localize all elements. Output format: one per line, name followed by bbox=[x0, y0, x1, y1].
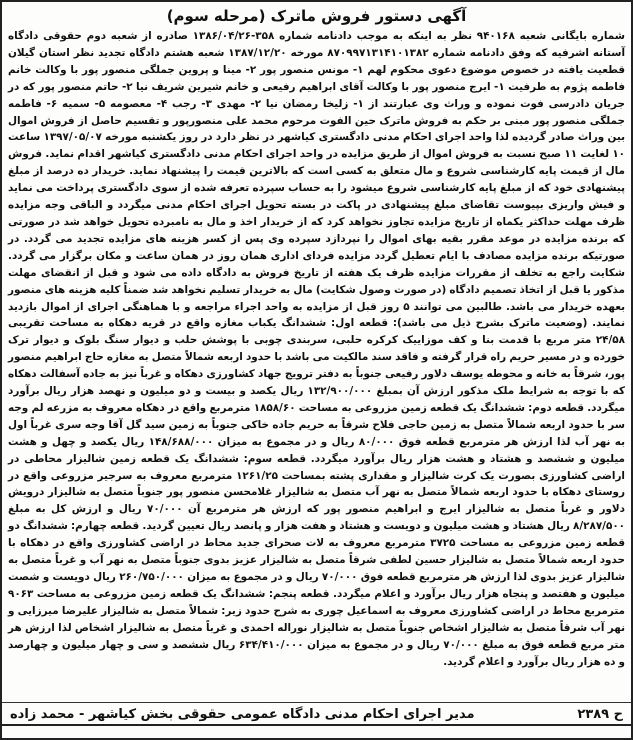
notice-body bbox=[8, 28, 625, 670]
notice-title: آگهی دستور فروش ماترک (مرحله سوم) bbox=[166, 7, 467, 25]
notice-paragraph: شماره بایگانی شعبه ۹۴۰۱۶۸ نظر به اینکه به موجب دادنامه شماره ۳۵۸-۱۳۸۶/۰۴/۲۶ صادره از شعبه دوم حقوقی دادگاه آستانه اشرفیه که وفق دادنامه شماره ۸۷۰۹۹۷۱۳۱۴۱۰۱۳۸۲ مورخه ۱۳۸۷/۱۲/۲۰ شعبه هشتم دادگاه تجدید نظر استان گیلان قطعیت یافته در خصوص موضوع دعوی محکوم لهم ۱- مونس منصور پور ۲- مینا و پروین جملگی منصور پور با وکالت خانم فاطمه پژوم به طرفیت ۱- ایرج منصور پور با وکالت آقای ابراهیم رفیعی و خانم شیرین شریف نیا ۲- حاتم منصور پور که در جریان دادرسی فوت نموده و وراث وی عبارتند از ۱- زلیخا رمضان نیا ۲- مهدی ۳- رجب ۴- معصومه ۵- سمیه ۶- فاطمه جملگی منصور پور مبنی بر حکم به فروش ماترک حین الفوت مرحوم محمد علی منصورپور و تقسیم حاصل از فروش اموال بین وراث صادر گردیده لذا واحد اجرای احکام مدنی دادگستری کیاشهر در نظر دارد در روز یکشنبه مورخه ۱۳۹۷/۰۵/۰۷ ساعت ۱۰ لغایت ۱۱ صبح نسبت به فروش اموال از طریق مزایده در واحد اجرای احکام مدنی دادگستری کیاشهر اقدام نماید. فروش مال از قیمت پایه کارشناسی شروع و مال متعلق به کسی است که بالاترین قیمت را پیشنهاد نماید. خریدار ده درصد از مبلغ پیشنهادی خود که از مبلغ پایه کارشناسی شروع میشود را به حساب سپرده تعرفه شده از سوی دادگستری پرداخت می نماید و فیش واریزی بپیوست تقاضای مبلغ پیشنهادی در پاکت در بسته تحویل اجرای احکام مدنی میگردد و الباقی وجه مزایده ظرف مهلت حداکثر یکماه از تاریخ مزایده تجاوز نخواهد کرد که از خریدار اخذ و مال به نامبرده تحویل خواهد شد در صورتی که برنده مزایده در موعد مقرر بقیه بهای اموال را نپردازد سپرده وی پس از کسر هزینه های مزایده تجدید می گردد. در صورتیکه برنده مزایده مصادف با ایام تعطیل گردد مزایده فردای اداری همان روز در همان ساعت و مکان برگزار می گردد. شکایت راجع به تخلف از مقررات مزایده ظرف یک هفته از تاریخ فروش به دادگاه داده می شود و قبل از انقضای مهلت مذکور یا قبل از اتخاذ تصمیم دادگاه (در صورت وصول شکایت) مال به خریدار تسلیم نخواهد شد ضمناً کلیه هزینه های منصور بعهده خریدار می باشد. طالبین می توانند ۵ روز قبل از مزایده به واحد اجراء مراجعه و با هماهنگی اجرای از اموال بازدید نمایند. (وضعیت ماترک بشرح ذیل می باشد): قطعه اول: ششدانگ یکباب مغازه واقع در قریه دهکاه به مساحت تقریبی ۲۴/۵۸ متر مربع با قدمت بنا و کف موزاییک کرکره حلبی، سربندی چوبی با پوشش حلب و دیوار سنگ بلوک و دیوار ترک خورده و در مسیر حریم راه قرار گرفته و فاقد سند مالکیت می باشد با حدود اربعه شمالاً متصل به مغازه حاج ابراهیم منصور پور، شرقاً به خانه و محوطه یوسف دلاور رفیعی جنوباً به دفتر ترویج جهاد کشاورزی دهکاه و غرباً نیز به جاده آسفالت دهکاه که با توجه به شرایط ملک مذکور ارزش آن بمبلغ ۱۳۲/۹۰۰/۰۰۰ ریال یکصد و بیست و دو میلیون و نهصد هزار ریال برآورد میگردد. قطعه دوم: ششدانگ یک قطعه زمین مزروعی به مساحت ۱۸۵۸/۶۰ مترمربع واقع در دهکاه معروف به مزرعه لم وجه سر با حدود اربعه شمالاً متصل به زمین حاجی فلاح شرقاً به حریم جاده خاکی جنوباً به زمین سید گل آقا وجه سری غرباً اول به نهر آب لذا ارزش هر مترمربع قطعه فوق ۸۰/۰۰۰ ریال و در مجموع به میزان ۱۴۸/۶۸۸/۰۰۰ ریال یکصد و چهل و هشت میلیون و ششصد و هشتاد و هشت هزار ریال برآورد میگردد. قطعه سوم: ششدانگ یک قطعه زمین شالیزار محاطی در اراضی کشاورزی بصورت یک کرت شالیزار و مقداری پشته بمساحت ۱۲۶۱/۲۵ مترمربع معروف به سرجیر مزروعی واقع در روستای دهکاه با حدود اربعه شمالاً متصل به نهر آب متصل به شالیزار غلامحسن منصور پور جنوباً متصل به شالیزار درویش دلاور و غرباً متصل به شالیزار ایرج و ابراهیم منصور پور که ارزش هر مترمربع آن ۷۰/۰۰۰ ریال و ارزش کل به مبلغ ۸/۲۸۷/۵۰۰ ریال هشتاد و هشت میلیون و دویست و هشتاد و هفت هزار و پانصد ریال تعیین گردید. قطعه چهارم: ششدانگ دو قطعه زمین مزروعی به مساحت ۳۷۲۵ مترمربع معروف به لات صحرای جدید محاط در اراضی کشاورزی واقع در دهکاه با حدود اربعه شمالاً متصل به شالیزار حسین لطفی شرقاً متصل به شالیزار عزیز بدوی جنوباً متصل به نهر آب و غرباً متصل به شالیزار عزیز بدوی لذا ارزش هر مترمربع قطعه فوق ۷۰/۰۰۰ ریال و در مجموع به میزان ۲۶۰/۷۵۰/۰۰۰ ریال دویست و شصت میلیون و هفتصد و پنجاه هزار ریال برآورد و اعلام میگردد. قطعه پنجم: ششدانگ یک قطعه زمین مزروعی به مساحت ۹۰۶۳ مترمربع محاط در اراضی کشاورزی معروف به اسماعیل چوری به شرح حدود زیر: شمالاً متصل به شالیزار علیرضا میرزایی و نهر آب شرقاً متصل به شالیزار اشخاص جنوباً متصل به شالیزار نوراله احمدی و غرباً متصل به شالیزار اشخاص لذا ارزش هر متر مربع قطعه فوق به مبلغ ۷۰/۰۰۰ ریال و در مجموع به میزان ۶۳۴/۴۱۰/۰۰۰ ریال ششصد و سی و چهار میلیون و چهارصد و ده هزار ریال برآورد و اعلام گردید. bbox=[8, 30, 626, 668]
footer-code: ح ۲۳۸۹ bbox=[577, 707, 623, 722]
next-notice-cutoff bbox=[2, 724, 631, 738]
footer-signature: مدیر اجرای احکام مدنی دادگاه عمومی حقوقی بخش کیاشهر - محمد زاده bbox=[10, 707, 475, 722]
notice-footer bbox=[2, 702, 631, 724]
